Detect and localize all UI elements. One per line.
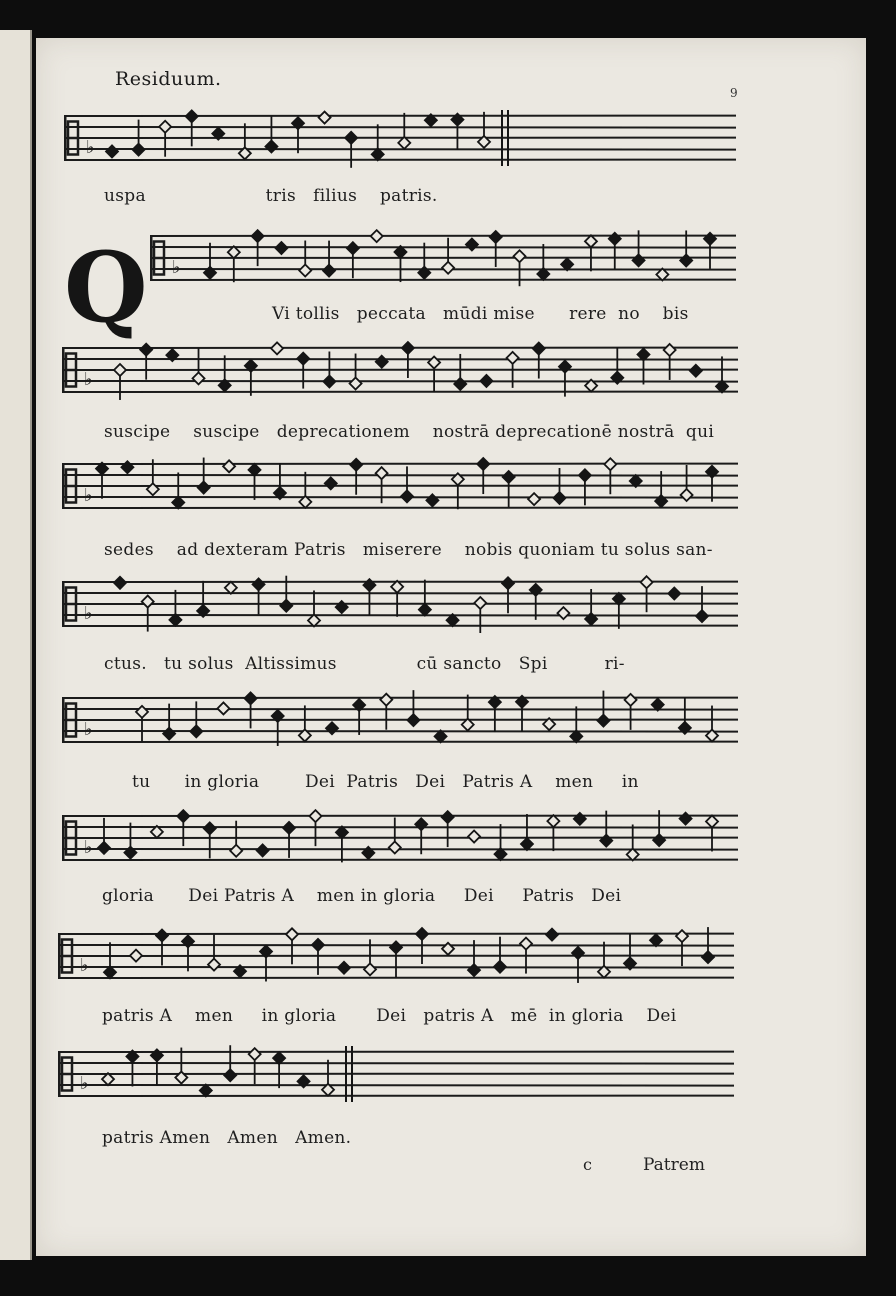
flat-sign-icon: ♭ bbox=[84, 603, 93, 624]
music-staff-5 bbox=[62, 570, 742, 650]
lyric-line-5: ctus. tu solus Altissimus cū sancto Spi ri- bbox=[104, 654, 625, 674]
decorated-initial: Q bbox=[64, 231, 148, 344]
lyric-line-4: sedes ad dexteram Patris miserere nobis quoniam tu solus san- bbox=[104, 540, 713, 560]
lyric-line-6: tu in gloria Dei Patris Dei Patris A men in bbox=[132, 772, 639, 792]
lyric-line-7: gloria Dei Patris A men in gloria Dei Patris Dei bbox=[102, 886, 622, 906]
music-staff-7 bbox=[62, 804, 742, 884]
notes bbox=[98, 810, 718, 862]
lyric-line-9: patris Amen Amen Amen. bbox=[102, 1128, 352, 1148]
flat-sign-icon: ♭ bbox=[84, 837, 93, 858]
folio-number: 9 bbox=[730, 86, 738, 100]
page-header: Residuum. bbox=[115, 68, 222, 90]
signature-mark: c bbox=[583, 1155, 592, 1174]
music-staff-3 bbox=[62, 336, 742, 416]
music-staff-9 bbox=[58, 1040, 738, 1120]
music-staff-6 bbox=[62, 686, 742, 766]
flat-sign-icon: ♭ bbox=[86, 137, 95, 158]
facing-page-edge bbox=[0, 30, 32, 1260]
notes bbox=[96, 458, 718, 510]
lyric-line-8: patris A men in gloria Dei patris A mē in gloria Dei bbox=[102, 1006, 677, 1026]
lyric-line-1: uspa tris filius patris. bbox=[104, 186, 438, 206]
lyric-line-3: suscipe suscipe deprecationem nostrā deprecationē nostrā qui bbox=[104, 422, 715, 442]
flat-sign-icon: ♭ bbox=[80, 955, 89, 976]
music-staff-1 bbox=[64, 104, 740, 184]
flat-sign-icon: ♭ bbox=[84, 485, 93, 506]
catchword: Patrem bbox=[643, 1155, 705, 1175]
flat-sign-icon: ♭ bbox=[172, 257, 181, 278]
staff-lines bbox=[62, 698, 738, 742]
lyric-line-2: Vi tollis peccata mūdi mise rere no bis bbox=[272, 304, 689, 324]
music-staff-8 bbox=[58, 922, 738, 1002]
flat-sign-icon: ♭ bbox=[84, 369, 93, 390]
flat-sign-icon: ♭ bbox=[84, 719, 93, 740]
music-staff-4 bbox=[62, 452, 742, 532]
flat-sign-icon: ♭ bbox=[80, 1073, 89, 1094]
music-staff-2 bbox=[150, 224, 740, 304]
staff-lines bbox=[150, 236, 736, 280]
